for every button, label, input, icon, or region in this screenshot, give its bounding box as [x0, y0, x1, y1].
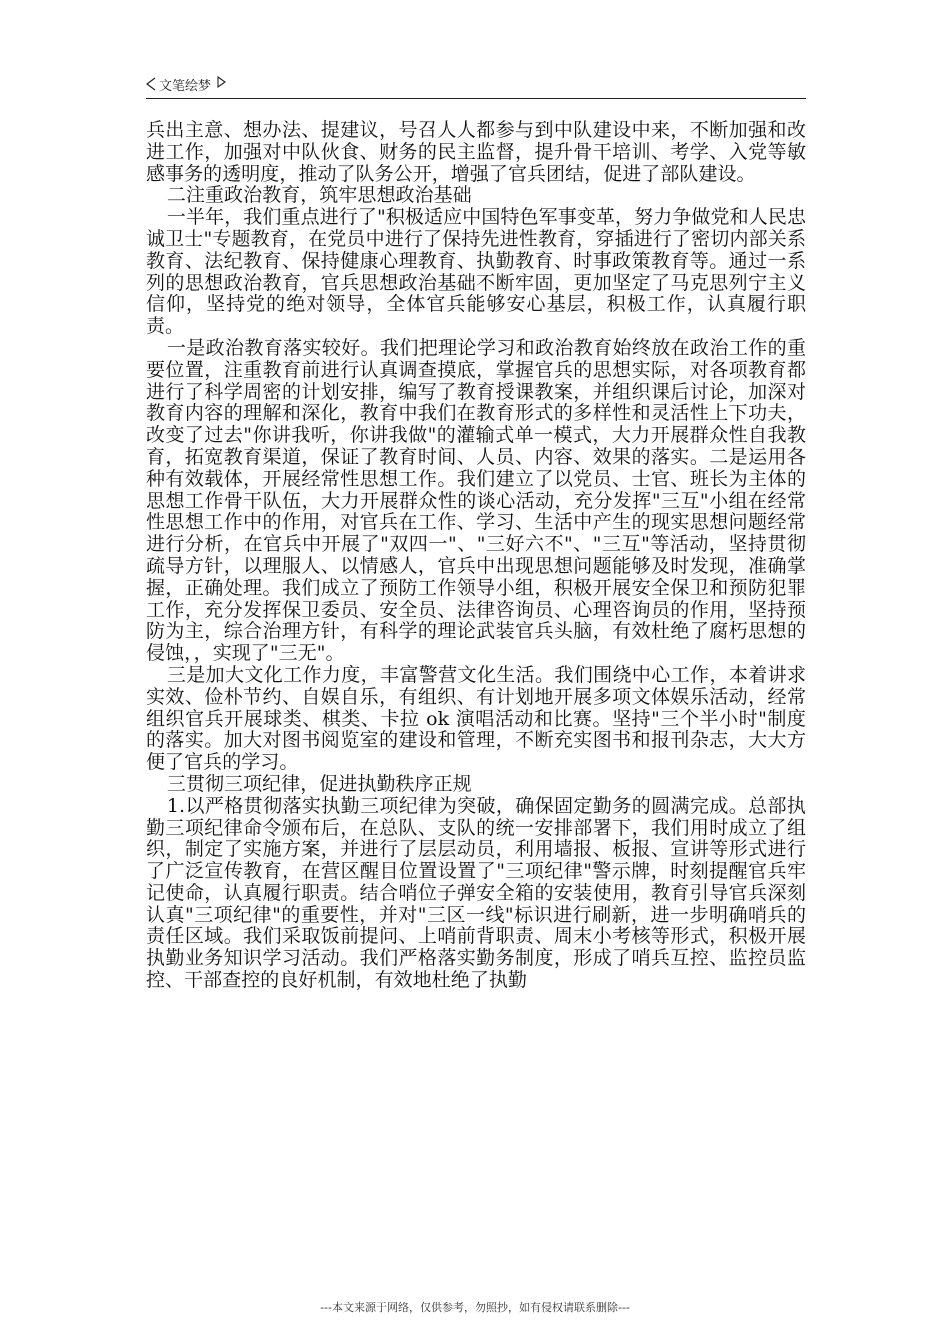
- paragraph: 一是政治教育落实较好。我们把理论学习和政治教育始终放在政治工作的重要位置，注重教育前进行认真调查摸底，掌握官兵的思想实际，对各项教育都进行了科学周密的计划安排，编写了教育授课教案，并组织课后讨论，加深对教育内容的理解和深化，教育中我们在教育形式的多样性和灵活性上下功夫，改变了过去"你讲我听，你讲我做"的灌输式单一模式，大力开展群众性自我教育，拓宽教育渠道，保证了教育时间、人员、内容、效果的落实。二是运用各种有效载体，开展经常性思想工作。我们建立了以党员、士官、班长为主体的思想工作骨干队伍，大力开展群众性的谈心活动，充分发挥"三互"小组在经常性思想工作中的作用，对官兵在工作、学习、生活中产生的现实思想问题经常进行分析，在官兵中开展了"双四一"、"三好六不"、"三互"等活动，坚持贯彻疏导方针，以理服人、以情感人，官兵中出现思想问题能够及时发现，准确掌握，正确处理。我们成立了预防工作领导小组，积极开展安全保卫和预防犯罪工作，充分发挥保卫委员、安全员、法律咨询员、心理咨询员的作用，坚持预防为主，综合治理方针，有科学的理论武装官兵头脑，有效杜绝了腐朽思想的侵蚀，，实现了"三无"。: [146, 336, 806, 665]
- section-heading: 二注重政治教育，筑牢思想政治基础: [166, 184, 472, 207]
- document-body: [146, 120, 806, 992]
- paragraph: 三是加大文化工作力度，丰富警营文化生活。我们围绕中心工作，本着讲求实效、俭朴节约、自娱自乐，有组织、有计划地开展多项文体娱乐活动，经常组织官兵开展球类、棋类、卡拉 ok 演唱活动和比赛。坚持"三个半小时"制度的落实。加大对图书阅览室的建设和管理，不断充实图书和报刊杂志，大大方便了官兵的学习。: [146, 663, 806, 774]
- page-header: [146, 74, 806, 99]
- triangle-left-icon: [146, 77, 156, 91]
- paragraph: 兵出主意、想办法、提建议，号召人人都参与到中队建设中来，不断加强和改进工作，加强对中队伙食、财务的民主监督，提升骨干培训、考学、入党等敏感事务的透明度，推动了队务公开，增强了官兵团结，促进了部队建设。: [146, 119, 806, 185]
- paragraph: 一半年，我们重点进行了"积极适应中国特色军事变革，努力争做党和人民忠诚卫士"专题教育，在党员中进行了保持先进性教育，穿插进行了密切内部关系教育、法纪教育、保持健康心理教育、执勤教育、时事政策教育等。通过一系列的思想政治教育，官兵思想政治基础不断牢固，更加坚定了马克思列宁主义信仰，坚持党的绝对领导，全体官兵能够安心基层，积极工作，认真履行职责。: [146, 206, 806, 338]
- header-title-group: [146, 74, 226, 94]
- paragraph: 1.以严格贯彻落实执勤三项纪律为突破，确保固定勤务的圆满完成。总部执勤三项纪律命令颁布后，在总队、支队的统一安排部署下，我们用时成立了组织，制定了实施方案，并进行了层层动员，利用墙报、板报、宣讲等形式进行了广泛宣传教育，在营区醒目位置设置了"三项纪律"警示牌，时刻提醒官兵牢记使命，认真履行职责。结合哨位子弹安全箱的安装使用，教育引导官兵深刻认真"三项纪律"的重要性，并对"三区一线"标识进行刷新，进一步明确哨兵的责任区域。我们采取饭前提问、上哨前背职责、周末小考核等形式，积极开展执勤业务知识学习活动。我们严格落实勤务制度，形成了哨兵互控、监控员监控、干部查控的良好机制，有效地杜绝了执勤: [146, 794, 806, 992]
- header-title: 文笔绘梦: [159, 78, 212, 94]
- triangle-right-icon: [217, 76, 226, 88]
- section-heading: 三贯彻三项纪律，促进执勤秩序正规: [166, 772, 472, 795]
- page-footer: ---本文来源于网络，仅供参考，勿照抄，如有侵权请联系删除---: [320, 1301, 630, 1314]
